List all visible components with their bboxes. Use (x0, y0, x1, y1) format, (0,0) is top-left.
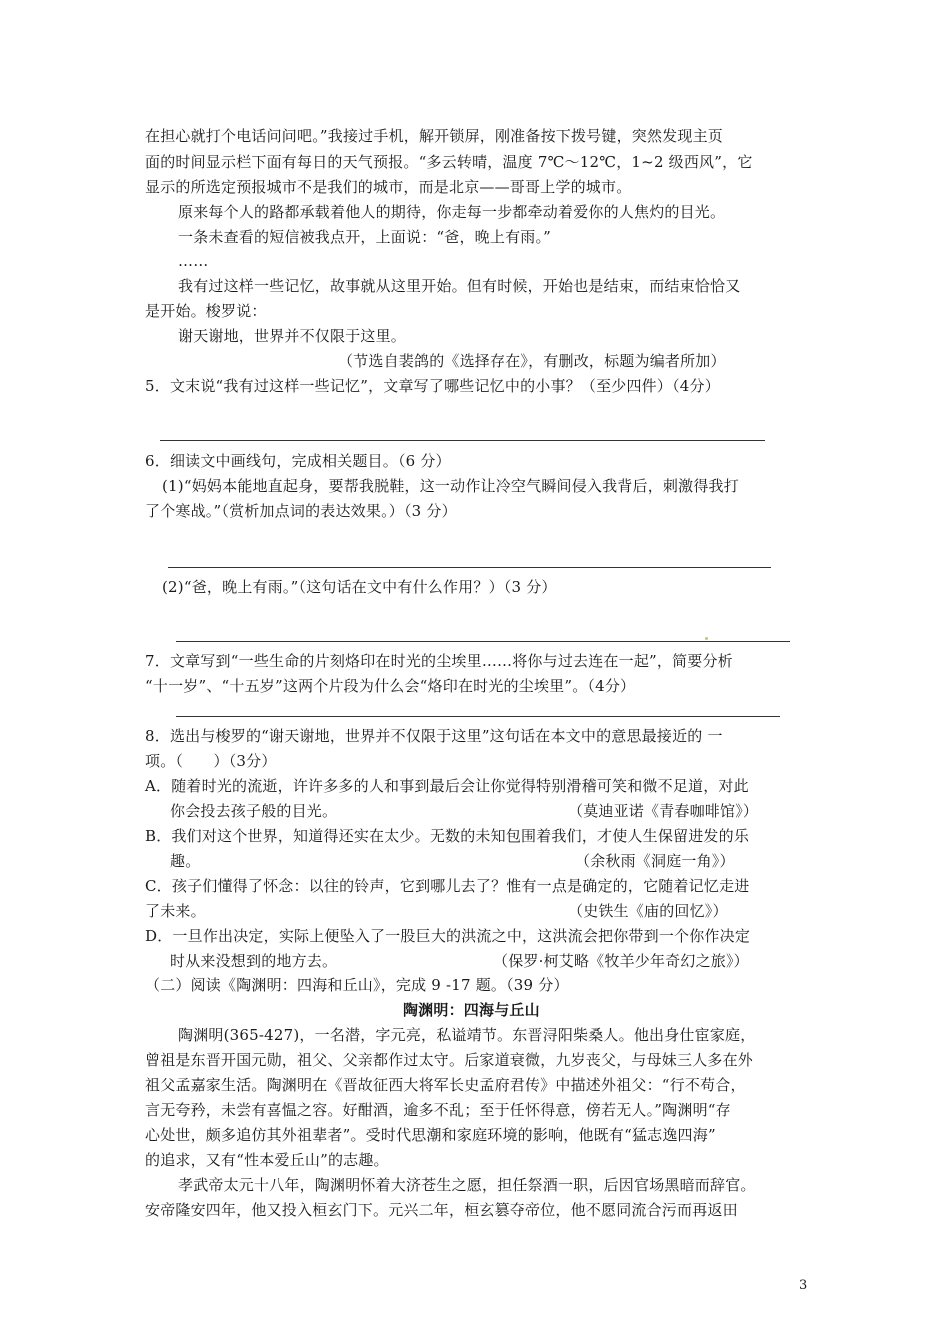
page-number: 3 (799, 1278, 808, 1293)
option-d-source: （保罗·柯艾略《牧羊少年奇幻之旅》） (493, 952, 749, 970)
text-line: 言无夸矜，未尝有喜愠之容。好酣酒，逾多不乱；至于任怀得意，傍若无人。”陶渊明“存 (145, 1101, 731, 1119)
question-6-2: (2)“爸，晚上有雨。”（这句话在文中有什么作用？）（3 分） (162, 578, 557, 596)
option-a: A．随着时光的流逝，许许多多的人和事到最后会让你觉得特别滑稽可笑和微不足道，对此 (145, 777, 749, 795)
stray-mark (705, 637, 708, 640)
text-line: 心处世，颇多追仿其外祖辈者”。受时代思潮和家庭环境的影响，他既有“猛志逸四海” (145, 1126, 716, 1144)
text-line: 在担心就打个电话问问吧。”我接过手机，解开锁屏，刚准备按下拨号键，突然发现主页 (145, 127, 723, 145)
question-6: 6．细读文中画线句，完成相关题目。（6 分） (145, 452, 451, 470)
answer-line[interactable] (168, 567, 771, 568)
answer-line[interactable] (176, 641, 790, 642)
option-a-source: （莫迪亚诺《青春咖啡馆》） (568, 802, 759, 820)
source-note: （节选自裴鸽的《选择存在》，有删改，标题为编者所加） (338, 352, 726, 370)
text-line: 的追求，又有“性本爱丘山”的志趣。 (145, 1151, 389, 1169)
text-line: 一条未查看的短信被我点开，上面说：“爸，晚上有雨。” (178, 228, 552, 246)
text-line: 孝武帝太元十八年，陶渊明怀着大济苍生之愿，担任祭酒一职，后因官场黑暗而辞官。 (178, 1176, 756, 1194)
text-line: 我有过这样一些记忆，故事就从这里开始。但有时候，开始也是结束，而结束恰恰又 (178, 277, 741, 295)
text-line: 显示的所选定预报城市不是我们的城市，而是北京——哥哥上学的城市。 (145, 178, 632, 196)
text-line: 陶渊明(365-427)，一名潜，字元亮，私谥靖节。东晋浔阳柴桑人。他出身仕宦家庭， (178, 1026, 756, 1044)
article-title: 陶渊明：四海与丘山 (403, 1001, 540, 1019)
option-c-cont: 了未来。 (145, 902, 206, 920)
question-7: 7．文章写到“一些生命的片刻烙印在时光的尘埃里……将你与过去连在一起”，简要分析 (145, 652, 733, 670)
option-b-cont: 趣。 (170, 852, 201, 870)
option-c: C．孩子们懂得了怀念：以往的铃声，它到哪儿去了？惟有一点是确定的，它随着记忆走进 (145, 877, 750, 895)
option-b: B．我们对这个世界，知道得还实在太少。无数的未知包围着我们，才使人生保留进发的乐 (145, 827, 750, 845)
option-b-source: （余秋雨《洞庭一角》） (575, 852, 735, 870)
option-d-cont: 时从来没想到的地方去。 (170, 952, 338, 970)
text-line: 原来每个人的路都承载着他人的期待，你走每一步都牵动着爱你的人焦灼的目光。 (178, 203, 726, 221)
answer-line[interactable] (160, 440, 765, 441)
section-heading: （二）阅读《陶渊明：四海和丘山》，完成 9 -17 题。（39 分） (145, 976, 569, 994)
text-line: 谢天谢地，世界并不仅限于这里。 (178, 327, 407, 345)
text-line: 是开始。梭罗说： (145, 302, 267, 320)
text-line: 面的时间显示栏下面有每日的天气预报。“多云转晴，温度 7℃～12℃，1~2 级西风”，它 (145, 153, 753, 171)
text-line: 项。（ ）（3分） (145, 752, 277, 770)
option-a-cont: 你会投去孩子般的目光。 (170, 802, 338, 820)
option-c-source: （史铁生《庙的回忆》） (568, 902, 728, 920)
text-line: 祖父孟嘉家生活。陶渊明在《晋故征西大将军长史孟府君传》中描述外祖父：“行不苟合， (145, 1076, 746, 1094)
text-line: …… (178, 252, 209, 270)
text-line: 安帝隆安四年，他又投入桓玄门下。元兴二年，桓玄篡夺帝位，他不愿同流合污而再返田 (145, 1201, 738, 1219)
question-8: 8．选出与梭罗的“谢天谢地，世界并不仅限于这里”这句话在本文中的意思最接近的 一 (145, 727, 723, 745)
question-5: 5．文末说“我有过这样一些记忆”，文章写了哪些记忆中的小事？（至少四件）（4分） (145, 377, 720, 395)
option-d: D．一旦作出决定，实际上便坠入了一股巨大的洪流之中，这洪流会把你带到一个你作决定 (145, 927, 751, 945)
answer-line[interactable] (176, 716, 780, 717)
text-line: “十一岁”、“十五岁”这两个片段为什么会“烙印在时光的尘埃里”。（4分） (145, 677, 636, 695)
text-line: 了个寒战。”（赏析加点词的表达效果。）（3 分） (145, 502, 457, 520)
question-6-1: (1)“妈妈本能地直起身，要帮我脱鞋，这一动作让冷空气瞬间侵入我背后，刺激得我打 (162, 477, 739, 495)
text-line: 曾祖是东晋开国元勋，祖父、父亲都作过太守。后家道衰微，九岁丧父，与母妹三人多在外 (145, 1051, 754, 1069)
